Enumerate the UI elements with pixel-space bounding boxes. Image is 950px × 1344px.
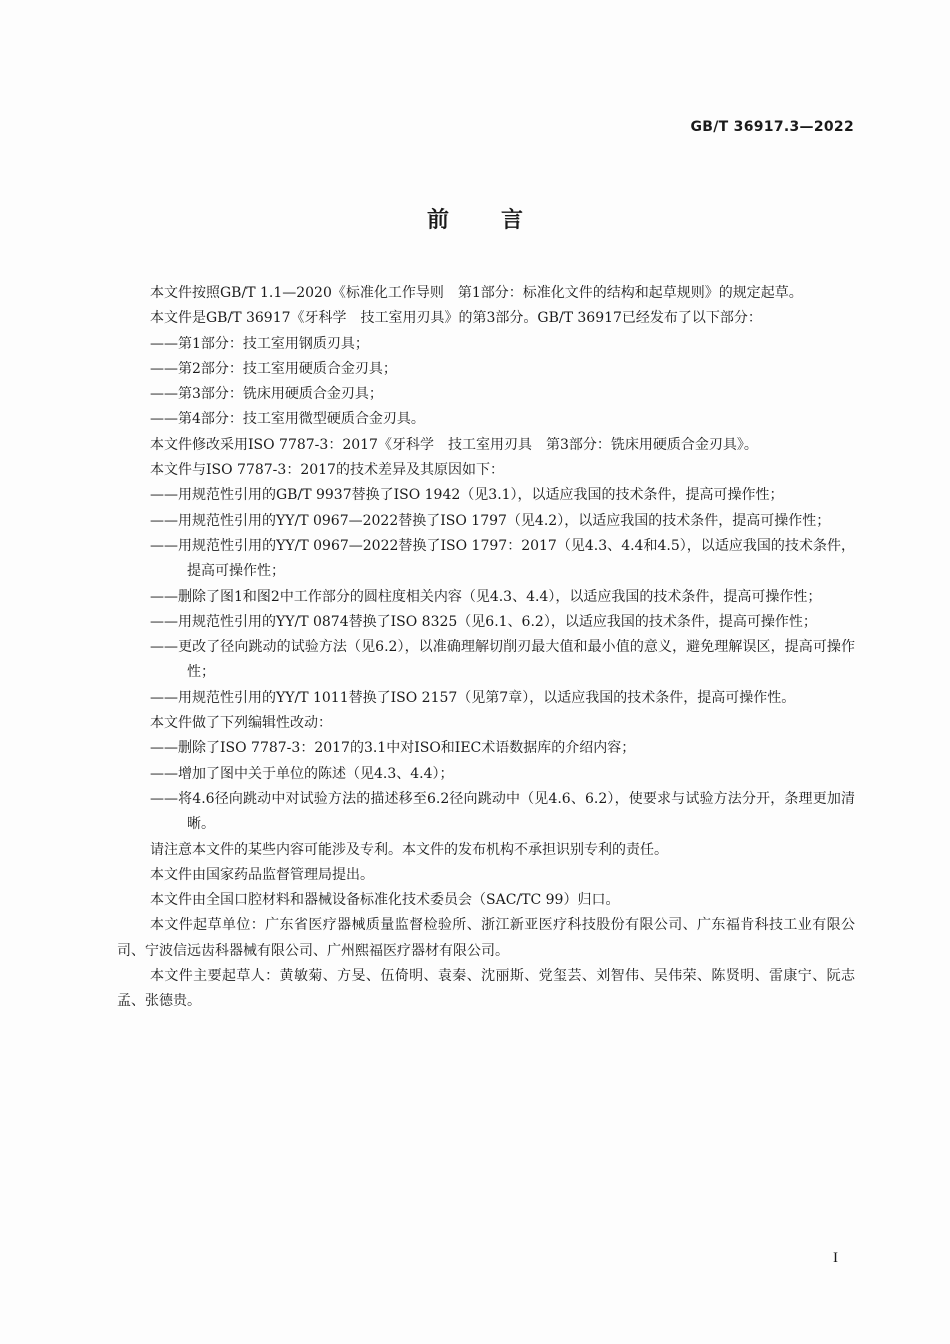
list-item: ——将4.6径向跳动中对试验方法的描述移至6.2径向跳动中（见4.6、6.2），使要求与试验方法分开，条理更加清晰。 — [150, 790, 855, 833]
list-item: ——更改了径向跳动的试验方法（见6.2），以准确理解切削刃最大值和最小值的意义，避免理解误区，提高可操作性； — [150, 639, 855, 681]
list-item: ——增加了图中关于单位的陈述（见4.3、4.4）； — [150, 765, 454, 782]
list-item: ——删除了ISO 7787-3：2017的3.1中对ISO和IEC术语数据库的介绍内容； — [150, 740, 636, 757]
list-item: ——用规范性引用的YY/T 0967—2022替换了ISO 1797：2017（见4.3、4.4和4.5），以适应我国的技术条件，提高可操作性； — [150, 537, 855, 580]
paragraph: 本文件做了下列编辑性改动： — [150, 715, 332, 732]
paragraph: 本文件主要起草人：黄敏菊、方旻、伍倚明、袁秦、沈丽斯、党玺芸、刘智伟、吴伟荣、陈贤明、雷康宁、阮志孟、张德贵。 — [117, 968, 855, 1010]
list-item: ——用规范性引用的GB/T 9937替换了ISO 1942（见3.1），以适应我国的技术条件，提高可操作性； — [150, 487, 784, 504]
paragraph: 本文件与ISO 7787-3：2017的技术差异及其原因如下： — [150, 462, 504, 479]
list-item: ——第3部分：铣床用硬质合金刃具； — [150, 386, 383, 403]
title-char-2: 言 — [501, 208, 524, 233]
paragraph: 本文件起草单位：广东省医疗器械质量监督检验所、浙江新亚医疗科技股份有限公司、广东福肯科技工业有限公司、宁波信远齿科器械有限公司、广州熙福医疗器材有限公司。 — [117, 917, 855, 959]
paragraph: 本文件修改采用ISO 7787-3：2017《牙科学 技工室用刃具 第3部分：铣床用硬质合金刃具》。 — [150, 436, 758, 453]
page-number: I — [833, 1250, 838, 1266]
paragraph: 本文件由国家药品监督管理局提出。 — [150, 866, 374, 883]
list-item: ——用规范性引用的YY/T 0967—2022替换了ISO 1797（见4.2），以适应我国的技术条件，提高可操作性； — [150, 512, 831, 529]
paragraph: 本文件按照GB/T 1.1—2020《标准化工作导则 第1部分：标准化文件的结构和起草规则》的规定起草。 — [150, 285, 803, 301]
list-item: ——第2部分：技工室用硬质合金刃具； — [150, 360, 397, 377]
foreword-body — [117, 281, 855, 1015]
list-item: ——用规范性引用的YY/T 0874替换了ISO 8325（见6.1、6.2），以适应我国的技术条件，提高可操作性； — [150, 613, 817, 630]
paragraph: 本文件是GB/T 36917《牙科学 技工室用刃具》的第3部分。GB/T 36917已经发布了以下部分： — [150, 310, 762, 327]
list-item: ——第1部分：技工室用钢质刃具； — [150, 335, 369, 352]
paragraph: 本文件由全国口腔材料和器械设备标准化技术委员会（SAC/TC 99）归口。 — [150, 892, 620, 909]
list-item: ——第4部分：技工室用微型硬质合金刃具。 — [150, 411, 425, 428]
list-item: ——删除了图1和图2中工作部分的圆柱度相关内容（见4.3、4.4），以适应我国的技术条件，提高可操作性； — [150, 588, 822, 605]
title-char-1: 前 — [426, 208, 449, 233]
page-title — [0, 203, 950, 234]
standard-number: GB/T 36917.3—2022 — [690, 119, 854, 135]
paragraph: 请注意本文件的某些内容可能涉及专利。本文件的发布机构不承担识别专利的责任。 — [150, 841, 668, 858]
list-item: ——用规范性引用的YY/T 1011替换了ISO 2157（见第7章），以适应我国的技术条件，提高可操作性。 — [150, 689, 796, 706]
